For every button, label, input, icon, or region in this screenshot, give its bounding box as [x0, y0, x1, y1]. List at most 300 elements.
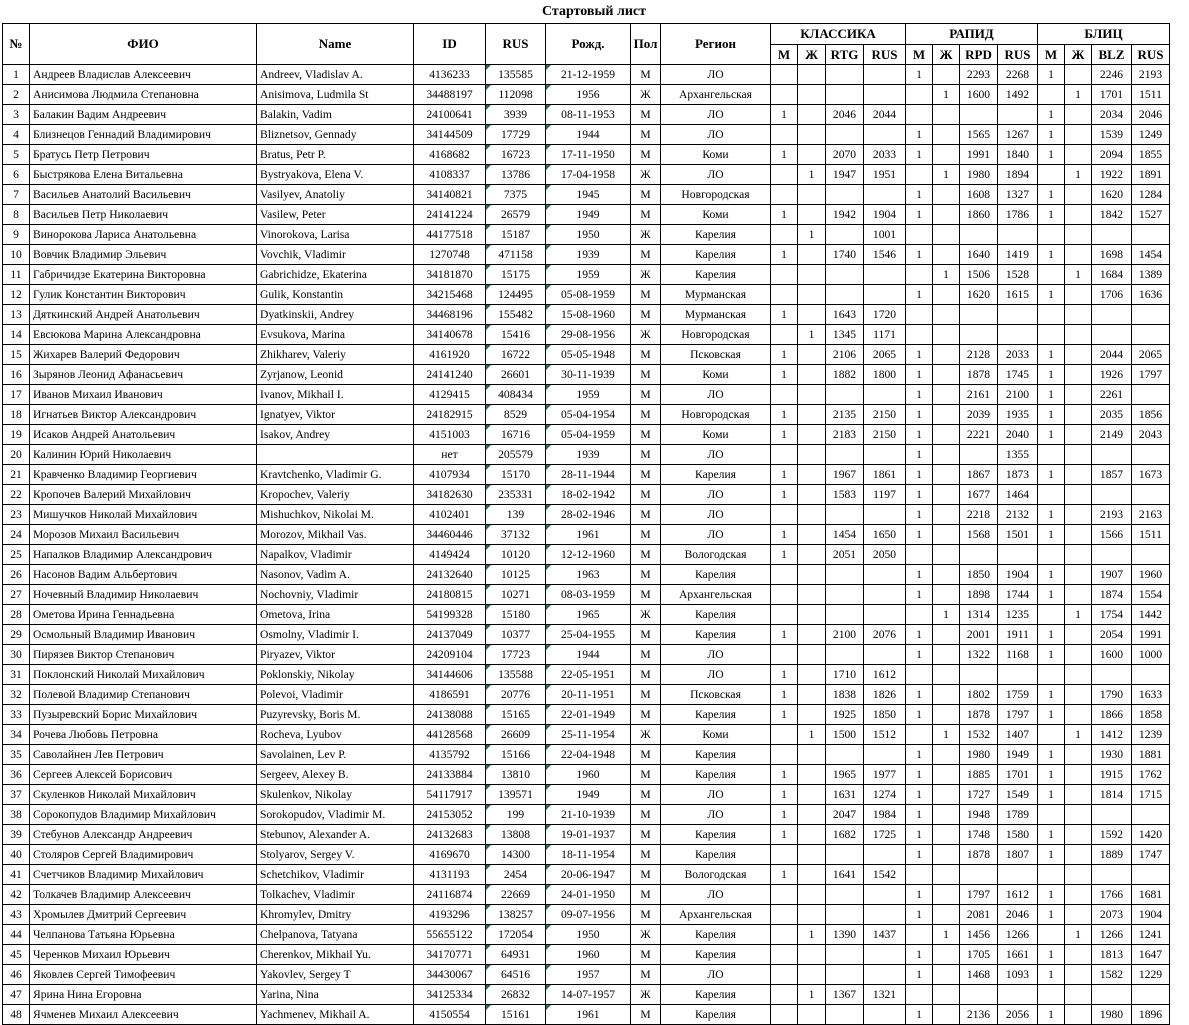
table-row[interactable] — [3, 765, 1170, 785]
cell-blitz-w[interactable] — [1065, 145, 1092, 165]
table-row[interactable] — [3, 825, 1170, 845]
cell-sex[interactable]: Ж — [631, 925, 661, 945]
cell-rus[interactable]: 20776 — [486, 685, 546, 705]
cell-sex[interactable]: М — [631, 785, 661, 805]
table-row[interactable] — [3, 405, 1170, 425]
cell-classic-rus[interactable]: 1984 — [864, 805, 906, 825]
cell-id[interactable]: 34125334 — [414, 985, 486, 1005]
cell-blitz-blz[interactable]: 2149 — [1092, 425, 1132, 445]
cell-rapid-m[interactable]: 1 — [906, 505, 933, 525]
cell-rapid-m[interactable]: 1 — [906, 685, 933, 705]
cell-blitz-w[interactable] — [1065, 285, 1092, 305]
cell-classic-m[interactable]: 1 — [771, 705, 798, 725]
cell-blitz-m[interactable]: 1 — [1038, 765, 1065, 785]
cell-rapid-w[interactable] — [933, 445, 960, 465]
cell-fio[interactable]: Саволайнен Лев Петрович — [30, 745, 257, 765]
cell-blitz-rus[interactable]: 1673 — [1132, 465, 1170, 485]
cell-name[interactable]: Nasonov, Vadim A. — [257, 565, 414, 585]
cell-rus[interactable]: 235331 — [486, 485, 546, 505]
cell-classic-w[interactable] — [798, 765, 826, 785]
cell-sex[interactable]: М — [631, 585, 661, 605]
cell-sex[interactable]: М — [631, 245, 661, 265]
cell-rapid-m[interactable]: 1 — [906, 365, 933, 385]
cell-classic-m[interactable] — [771, 125, 798, 145]
cell-rapid-w[interactable]: 1 — [933, 265, 960, 285]
cell-classic-m[interactable] — [771, 945, 798, 965]
cell-blitz-m[interactable]: 1 — [1038, 565, 1065, 585]
cell-classic-rtg[interactable]: 2047 — [826, 805, 864, 825]
cell-rapid-rus[interactable]: 2100 — [998, 385, 1038, 405]
table-row[interactable] — [3, 725, 1170, 745]
cell-rus[interactable]: 15175 — [486, 265, 546, 285]
cell-region[interactable]: Коми — [661, 365, 771, 385]
cell-birth[interactable]: 28-11-1944 — [546, 465, 631, 485]
cell-blitz-blz[interactable]: 2034 — [1092, 105, 1132, 125]
cell-fio[interactable]: Черенков Михаил Юрьевич — [30, 945, 257, 965]
cell-rapid-m[interactable]: 1 — [906, 965, 933, 985]
cell-rapid-m[interactable]: 1 — [906, 285, 933, 305]
cell-rus[interactable]: 26609 — [486, 725, 546, 745]
cell-sex[interactable]: М — [631, 425, 661, 445]
cell-blitz-w[interactable] — [1065, 525, 1092, 545]
cell-rapid-rpd[interactable]: 1456 — [960, 925, 998, 945]
cell-rus[interactable]: 37132 — [486, 525, 546, 545]
cell-rapid-w[interactable] — [933, 105, 960, 125]
cell-rapid-rus[interactable]: 1873 — [998, 465, 1038, 485]
cell-blitz-w[interactable] — [1065, 225, 1092, 245]
cell-sex[interactable]: М — [631, 365, 661, 385]
subheader-classic-1[interactable]: Ж — [798, 45, 826, 65]
cell-classic-m[interactable]: 1 — [771, 105, 798, 125]
cell-blitz-w[interactable]: 1 — [1065, 265, 1092, 285]
cell-blitz-m[interactable] — [1038, 985, 1065, 1005]
cell-blitz-blz[interactable] — [1092, 665, 1132, 685]
cell-blitz-blz[interactable]: 1907 — [1092, 565, 1132, 585]
col-header-id[interactable]: ID — [414, 24, 486, 65]
cell-blitz-m[interactable]: 1 — [1038, 125, 1065, 145]
cell-classic-m[interactable] — [771, 885, 798, 905]
cell-sex[interactable]: М — [631, 625, 661, 645]
cell-birth[interactable]: 18-02-1942 — [546, 485, 631, 505]
cell-sex[interactable]: Ж — [631, 85, 661, 105]
cell-rapid-m[interactable] — [906, 925, 933, 945]
cell-classic-m[interactable]: 1 — [771, 245, 798, 265]
cell-id[interactable]: 4131193 — [414, 865, 486, 885]
cell-rapid-m[interactable]: 1 — [906, 565, 933, 585]
cell-blitz-blz[interactable] — [1092, 805, 1132, 825]
cell-rapid-w[interactable] — [933, 485, 960, 505]
cell-birth[interactable]: 1939 — [546, 445, 631, 465]
cell-blitz-blz[interactable]: 1754 — [1092, 605, 1132, 625]
cell-classic-rtg[interactable] — [826, 645, 864, 665]
cell-classic-w[interactable] — [798, 585, 826, 605]
cell-rapid-m[interactable]: 1 — [906, 125, 933, 145]
cell-rapid-rpd[interactable]: 1802 — [960, 685, 998, 705]
cell-birth[interactable]: 1965 — [546, 605, 631, 625]
cell-region[interactable]: Мурманская — [661, 305, 771, 325]
cell-classic-w[interactable] — [798, 505, 826, 525]
cell-rapid-rus[interactable] — [998, 665, 1038, 685]
cell-rapid-rus[interactable]: 2040 — [998, 425, 1038, 445]
table-row[interactable] — [3, 925, 1170, 945]
cell-rapid-rus[interactable]: 2056 — [998, 1005, 1038, 1025]
cell-blitz-rus[interactable]: 2046 — [1132, 105, 1170, 125]
cell-blitz-blz[interactable] — [1092, 865, 1132, 885]
table-row[interactable] — [3, 365, 1170, 385]
group-header-rapid[interactable]: РАПИД — [906, 24, 1038, 45]
cell-rapid-rpd[interactable]: 1532 — [960, 725, 998, 745]
cell-classic-m[interactable] — [771, 85, 798, 105]
cell-id[interactable]: 54199328 — [414, 605, 486, 625]
cell-fio[interactable]: Осмольный Владимир Иванович — [30, 625, 257, 645]
cell-rapid-m[interactable]: 1 — [906, 765, 933, 785]
cell-blitz-m[interactable] — [1038, 265, 1065, 285]
cell-classic-rtg[interactable] — [826, 265, 864, 285]
cell-blitz-rus[interactable]: 1239 — [1132, 725, 1170, 745]
cell-rapid-w[interactable] — [933, 325, 960, 345]
cell-classic-w[interactable] — [798, 745, 826, 765]
cell-classic-rus[interactable] — [864, 905, 906, 925]
cell-classic-rus[interactable]: 1725 — [864, 825, 906, 845]
cell-classic-rus[interactable] — [864, 565, 906, 585]
cell-blitz-rus[interactable]: 2163 — [1132, 505, 1170, 525]
cell-region[interactable]: Карелия — [661, 705, 771, 725]
cell-classic-rus[interactable] — [864, 385, 906, 405]
cell-classic-rus[interactable]: 2150 — [864, 405, 906, 425]
cell-sex[interactable]: М — [631, 905, 661, 925]
cell-classic-rus[interactable]: 1612 — [864, 665, 906, 685]
cell-rapid-rus[interactable]: 1492 — [998, 85, 1038, 105]
cell-region[interactable]: Псковская — [661, 685, 771, 705]
cell-blitz-m[interactable] — [1038, 485, 1065, 505]
cell-blitz-blz[interactable]: 1866 — [1092, 705, 1132, 725]
cell-classic-rtg[interactable]: 1500 — [826, 725, 864, 745]
cell-name[interactable]: Schetchikov, Vladimir — [257, 865, 414, 885]
cell-rus[interactable]: 13786 — [486, 165, 546, 185]
cell-region[interactable]: ЛО — [661, 645, 771, 665]
cell-blitz-m[interactable]: 1 — [1038, 745, 1065, 765]
cell-classic-rus[interactable] — [864, 645, 906, 665]
table-row[interactable] — [3, 225, 1170, 245]
cell-rapid-m[interactable]: 1 — [906, 805, 933, 825]
cell-rapid-rus[interactable]: 1745 — [998, 365, 1038, 385]
cell-blitz-m[interactable]: 1 — [1038, 645, 1065, 665]
cell-classic-w[interactable] — [798, 1005, 826, 1025]
cell-rapid-rus[interactable]: 1580 — [998, 825, 1038, 845]
cell-classic-rtg[interactable]: 1740 — [826, 245, 864, 265]
cell-rapid-rus[interactable]: 2132 — [998, 505, 1038, 525]
cell-rapid-w[interactable] — [933, 425, 960, 445]
cell-blitz-rus[interactable] — [1132, 385, 1170, 405]
cell-id[interactable]: 4136233 — [414, 65, 486, 85]
cell-rus[interactable]: 408434 — [486, 385, 546, 405]
cell-blitz-blz[interactable]: 1814 — [1092, 785, 1132, 805]
cell-classic-rtg[interactable]: 1390 — [826, 925, 864, 945]
cell-sex[interactable]: Ж — [631, 265, 661, 285]
cell-region[interactable]: ЛО — [661, 505, 771, 525]
cell-classic-m[interactable] — [771, 585, 798, 605]
cell-rapid-w[interactable] — [933, 785, 960, 805]
cell-classic-rtg[interactable]: 1942 — [826, 205, 864, 225]
cell-classic-w[interactable] — [798, 405, 826, 425]
cell-num[interactable]: 11 — [3, 265, 30, 285]
cell-rus[interactable]: 2454 — [486, 865, 546, 885]
cell-id[interactable]: 24138088 — [414, 705, 486, 725]
cell-id[interactable]: 34181870 — [414, 265, 486, 285]
cell-blitz-w[interactable] — [1065, 125, 1092, 145]
cell-blitz-rus[interactable]: 1511 — [1132, 525, 1170, 545]
col-header-num[interactable]: № — [3, 24, 30, 65]
cell-blitz-rus[interactable]: 1554 — [1132, 585, 1170, 605]
cell-fio[interactable]: Габричидзе Екатерина Викторовна — [30, 265, 257, 285]
cell-name[interactable]: Napalkov, Vladimir — [257, 545, 414, 565]
cell-rapid-rpd[interactable]: 1850 — [960, 565, 998, 585]
cell-rapid-m[interactable] — [906, 725, 933, 745]
cell-classic-rtg[interactable] — [826, 565, 864, 585]
table-row[interactable] — [3, 185, 1170, 205]
cell-rapid-w[interactable] — [933, 905, 960, 925]
cell-rapid-rpd[interactable]: 1991 — [960, 145, 998, 165]
cell-blitz-rus[interactable]: 1511 — [1132, 85, 1170, 105]
cell-rus[interactable]: 26832 — [486, 985, 546, 1005]
cell-classic-m[interactable]: 1 — [771, 525, 798, 545]
cell-blitz-blz[interactable] — [1092, 325, 1132, 345]
cell-id[interactable]: 34460446 — [414, 525, 486, 545]
cell-rapid-m[interactable]: 1 — [906, 705, 933, 725]
cell-rapid-rpd[interactable]: 1898 — [960, 585, 998, 605]
cell-classic-w[interactable] — [798, 805, 826, 825]
cell-region[interactable]: ЛО — [661, 165, 771, 185]
cell-sex[interactable]: М — [631, 945, 661, 965]
cell-classic-rus[interactable] — [864, 505, 906, 525]
cell-fio[interactable]: Калинин Юрий Николаевич — [30, 445, 257, 465]
cell-classic-m[interactable]: 1 — [771, 205, 798, 225]
cell-birth[interactable]: 12-12-1960 — [546, 545, 631, 565]
cell-rapid-w[interactable]: 1 — [933, 605, 960, 625]
cell-sex[interactable]: М — [631, 825, 661, 845]
cell-blitz-rus[interactable] — [1132, 545, 1170, 565]
cell-rapid-rpd[interactable]: 2136 — [960, 1005, 998, 1025]
cell-region[interactable]: Карелия — [661, 825, 771, 845]
cell-birth[interactable]: 05-05-1948 — [546, 345, 631, 365]
cell-rapid-m[interactable]: 1 — [906, 585, 933, 605]
cell-birth[interactable]: 22-01-1949 — [546, 705, 631, 725]
cell-num[interactable]: 21 — [3, 465, 30, 485]
cell-rus[interactable]: 10377 — [486, 625, 546, 645]
cell-classic-rus[interactable] — [864, 965, 906, 985]
cell-num[interactable]: 35 — [3, 745, 30, 765]
cell-classic-rtg[interactable]: 1882 — [826, 365, 864, 385]
cell-blitz-w[interactable]: 1 — [1065, 165, 1092, 185]
cell-blitz-w[interactable] — [1065, 985, 1092, 1005]
cell-fio[interactable]: Хромылев Дмитрий Сергеевич — [30, 905, 257, 925]
cell-birth[interactable]: 1944 — [546, 125, 631, 145]
cell-rus[interactable]: 139571 — [486, 785, 546, 805]
cell-region[interactable]: Карелия — [661, 1005, 771, 1025]
cell-fio[interactable]: Балакин Вадим Андреевич — [30, 105, 257, 125]
cell-name[interactable]: Sergeev, Alexey B. — [257, 765, 414, 785]
cell-blitz-blz[interactable]: 2094 — [1092, 145, 1132, 165]
cell-name[interactable]: Isakov, Andrey — [257, 425, 414, 445]
cell-rapid-m[interactable]: 1 — [906, 465, 933, 485]
cell-id[interactable]: 34170771 — [414, 945, 486, 965]
cell-classic-w[interactable]: 1 — [798, 925, 826, 945]
cell-classic-rus[interactable]: 1951 — [864, 165, 906, 185]
cell-blitz-blz[interactable]: 1684 — [1092, 265, 1132, 285]
cell-classic-w[interactable] — [798, 65, 826, 85]
cell-blitz-m[interactable]: 1 — [1038, 965, 1065, 985]
cell-classic-w[interactable] — [798, 905, 826, 925]
cell-num[interactable]: 26 — [3, 565, 30, 585]
cell-birth[interactable]: 21-10-1939 — [546, 805, 631, 825]
cell-classic-rus[interactable] — [864, 85, 906, 105]
cell-name[interactable]: Bliznetsov, Gennady — [257, 125, 414, 145]
cell-blitz-m[interactable]: 1 — [1038, 905, 1065, 925]
cell-blitz-w[interactable] — [1065, 565, 1092, 585]
cell-rapid-m[interactable]: 1 — [906, 485, 933, 505]
cell-region[interactable]: Архангельская — [661, 905, 771, 925]
cell-classic-rtg[interactable] — [826, 445, 864, 465]
cell-name[interactable]: Ivanov, Mikhail I. — [257, 385, 414, 405]
cell-name[interactable]: Zhikharev, Valeriy — [257, 345, 414, 365]
cell-blitz-blz[interactable]: 1922 — [1092, 165, 1132, 185]
cell-rapid-rus[interactable]: 1840 — [998, 145, 1038, 165]
cell-region[interactable]: Архангельская — [661, 85, 771, 105]
cell-blitz-w[interactable] — [1065, 505, 1092, 525]
group-header-blitz[interactable]: БЛИЦ — [1038, 24, 1170, 45]
cell-sex[interactable]: М — [631, 345, 661, 365]
cell-classic-m[interactable]: 1 — [771, 345, 798, 365]
cell-blitz-rus[interactable]: 1904 — [1132, 905, 1170, 925]
cell-rapid-w[interactable] — [933, 65, 960, 85]
cell-classic-rtg[interactable]: 2046 — [826, 105, 864, 125]
cell-num[interactable]: 43 — [3, 905, 30, 925]
cell-birth[interactable]: 1939 — [546, 245, 631, 265]
cell-rapid-rpd[interactable]: 1608 — [960, 185, 998, 205]
cell-id[interactable]: 4193296 — [414, 905, 486, 925]
cell-fio[interactable]: Иванов Михаил Иванович — [30, 385, 257, 405]
cell-rapid-rpd[interactable]: 1727 — [960, 785, 998, 805]
cell-fio[interactable]: Кравченко Владимир Георгиевич — [30, 465, 257, 485]
cell-rapid-w[interactable] — [933, 545, 960, 565]
cell-id[interactable]: 34488197 — [414, 85, 486, 105]
cell-fio[interactable]: Кропочев Валерий Михайлович — [30, 485, 257, 505]
cell-classic-rus[interactable]: 2044 — [864, 105, 906, 125]
cell-rapid-rus[interactable]: 1904 — [998, 565, 1038, 585]
cell-rapid-rpd[interactable] — [960, 325, 998, 345]
cell-rus[interactable]: 15161 — [486, 1005, 546, 1025]
subheader-classic-2[interactable]: RTG — [826, 45, 864, 65]
cell-birth[interactable]: 15-08-1960 — [546, 305, 631, 325]
cell-region[interactable]: Карелия — [661, 565, 771, 585]
cell-blitz-m[interactable]: 1 — [1038, 365, 1065, 385]
cell-fio[interactable]: Игнатьев Виктор Александрович — [30, 405, 257, 425]
cell-classic-w[interactable] — [798, 605, 826, 625]
cell-blitz-rus[interactable] — [1132, 325, 1170, 345]
cell-blitz-m[interactable]: 1 — [1038, 825, 1065, 845]
cell-name[interactable]: Stebunov, Alexander A. — [257, 825, 414, 845]
cell-blitz-w[interactable] — [1065, 65, 1092, 85]
cell-id[interactable]: 4102401 — [414, 505, 486, 525]
cell-fio[interactable]: Ячменев Михаил Алексеевич — [30, 1005, 257, 1025]
cell-birth[interactable]: 29-08-1956 — [546, 325, 631, 345]
cell-blitz-w[interactable] — [1065, 585, 1092, 605]
table-row[interactable] — [3, 665, 1170, 685]
subheader-blitz-3[interactable]: RUS — [1132, 45, 1170, 65]
cell-classic-rtg[interactable]: 1345 — [826, 325, 864, 345]
subheader-blitz-2[interactable]: BLZ — [1092, 45, 1132, 65]
cell-blitz-m[interactable]: 1 — [1038, 525, 1065, 545]
cell-blitz-blz[interactable] — [1092, 445, 1132, 465]
col-header-birth[interactable]: Рожд. — [546, 24, 631, 65]
cell-rapid-rpd[interactable]: 1980 — [960, 745, 998, 765]
cell-classic-m[interactable]: 1 — [771, 785, 798, 805]
cell-rapid-rpd[interactable]: 1314 — [960, 605, 998, 625]
cell-rapid-m[interactable]: 1 — [906, 145, 933, 165]
cell-num[interactable]: 23 — [3, 505, 30, 525]
subheader-rapid-2[interactable]: RPD — [960, 45, 998, 65]
cell-birth[interactable]: 19-01-1937 — [546, 825, 631, 845]
cell-rapid-rus[interactable]: 1789 — [998, 805, 1038, 825]
cell-blitz-blz[interactable]: 1582 — [1092, 965, 1132, 985]
cell-name[interactable]: Andreev, Vladislav A. — [257, 65, 414, 85]
cell-num[interactable]: 13 — [3, 305, 30, 325]
cell-blitz-m[interactable]: 1 — [1038, 205, 1065, 225]
cell-region[interactable]: Архангельская — [661, 585, 771, 605]
cell-rapid-rus[interactable]: 1327 — [998, 185, 1038, 205]
cell-rapid-rpd[interactable]: 1878 — [960, 705, 998, 725]
cell-blitz-w[interactable] — [1065, 845, 1092, 865]
cell-blitz-w[interactable] — [1065, 545, 1092, 565]
cell-blitz-blz[interactable]: 1706 — [1092, 285, 1132, 305]
cell-rapid-rpd[interactable]: 2161 — [960, 385, 998, 405]
cell-name[interactable]: Stolyarov, Sergey V. — [257, 845, 414, 865]
cell-rapid-m[interactable]: 1 — [906, 205, 933, 225]
cell-region[interactable]: Новгородская — [661, 405, 771, 425]
cell-rapid-rpd[interactable] — [960, 445, 998, 465]
cell-rapid-rus[interactable]: 1407 — [998, 725, 1038, 745]
cell-classic-rus[interactable]: 1321 — [864, 985, 906, 1005]
cell-rapid-m[interactable] — [906, 165, 933, 185]
cell-blitz-rus[interactable]: 1681 — [1132, 885, 1170, 905]
cell-rus[interactable]: 13810 — [486, 765, 546, 785]
cell-sex[interactable]: М — [631, 185, 661, 205]
cell-classic-m[interactable]: 1 — [771, 425, 798, 445]
cell-blitz-m[interactable] — [1038, 545, 1065, 565]
cell-blitz-w[interactable]: 1 — [1065, 725, 1092, 745]
cell-id[interactable]: 1270748 — [414, 245, 486, 265]
cell-sex[interactable]: М — [631, 665, 661, 685]
cell-rus[interactable]: 112098 — [486, 85, 546, 105]
cell-blitz-blz[interactable]: 1857 — [1092, 465, 1132, 485]
cell-blitz-blz[interactable]: 1889 — [1092, 845, 1132, 865]
cell-blitz-w[interactable] — [1065, 365, 1092, 385]
cell-rapid-rus[interactable]: 1235 — [998, 605, 1038, 625]
cell-num[interactable]: 1 — [3, 65, 30, 85]
cell-fio[interactable]: Братусь Петр Петрович — [30, 145, 257, 165]
cell-fio[interactable]: Морозов Михаил Васильевич — [30, 525, 257, 545]
cell-name[interactable]: Ignatyev, Viktor — [257, 405, 414, 425]
table-row[interactable] — [3, 345, 1170, 365]
cell-rapid-w[interactable] — [933, 305, 960, 325]
cell-classic-w[interactable] — [798, 205, 826, 225]
cell-num[interactable]: 47 — [3, 985, 30, 1005]
cell-classic-rus[interactable]: 2076 — [864, 625, 906, 645]
cell-rapid-rus[interactable]: 1168 — [998, 645, 1038, 665]
cell-rus[interactable]: 10271 — [486, 585, 546, 605]
cell-region[interactable]: ЛО — [661, 65, 771, 85]
cell-birth[interactable]: 21-12-1959 — [546, 65, 631, 85]
